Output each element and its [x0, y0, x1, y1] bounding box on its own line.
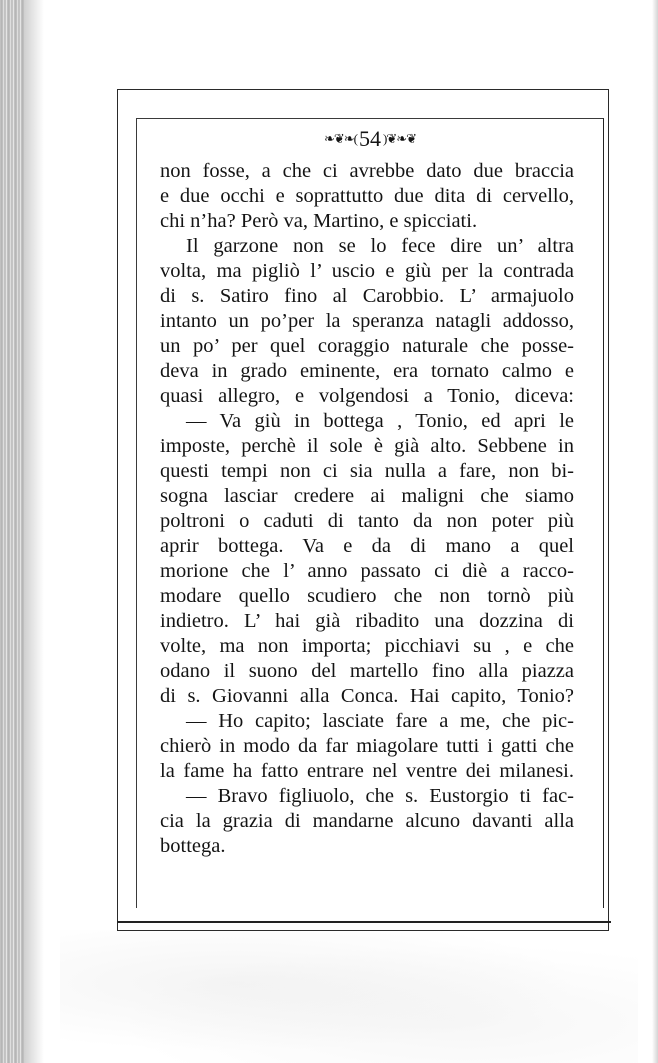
body-text [160, 159, 574, 859]
left-ornament: ❧❦❧( [323, 130, 357, 146]
text-line: Il garzone non se lo fece dire un’ altra [186, 235, 574, 257]
text-line: chi n’ha? Però va, Martino, e spicciati. [160, 210, 478, 232]
text-line: non fosse, a che ci avrebbe dato due braccia [160, 160, 574, 182]
text-line: chierò in modo da far miagolare tutti i gatti che [160, 735, 574, 757]
running-head [136, 126, 604, 154]
frame-bottom-rule [117, 921, 611, 923]
scan-gutter-shadow [24, 0, 44, 1063]
text-line: — Ho capito; lasciate fare a me, che pic- [186, 710, 574, 732]
text-line: di s. Satiro fino al Carobbio. L’ armajuolo [160, 285, 574, 307]
text-line: sogna lasciar credere ai maligni che siamo [160, 485, 574, 507]
scan-right-edge [652, 0, 658, 1063]
text-line: un po’ per quel coraggio naturale che posse- [160, 335, 574, 357]
text-line: volta, ma pigliò l’ uscio e giù per la contrada [160, 260, 574, 282]
text-line: la fame ha fatto entrare nel ventre dei milanesi. [160, 760, 574, 782]
text-line: — Va giù in bottega , Tonio, ed apri le [186, 410, 574, 432]
text-line: volte, ma non importa; picchiavi su , e che [160, 635, 574, 657]
text-line: intanto un po’per la speranza natagli addosso, [160, 310, 574, 332]
text-line: cia la grazia di mandarne alcuno davanti alla [160, 810, 574, 832]
right-ornament: )❦❧❦ [383, 130, 417, 146]
text-line: morione che l’ anno passato ci diè a racco- [160, 560, 574, 582]
text-line: di s. Giovanni alla Conca. Hai capito, Tonio? [160, 685, 574, 707]
text-line: poltroni o caduti di tanto da non poter più [160, 510, 574, 532]
text-line: odano il suono del martello fino alla piazza [160, 660, 574, 682]
page-number: 54 [359, 126, 381, 151]
text-line: deva in grado eminente, era tornato calmo e [160, 360, 574, 382]
paper-bleed-through [60, 930, 638, 1063]
text-line: questi tempi non ci sia nulla a fare, non bi- [160, 460, 574, 482]
text-line: quasi allegro, e volgendosi a Tonio, diceva: [160, 385, 574, 407]
text-line: — Bravo figliuolo, che s. Eustorgio ti fac- [186, 785, 574, 807]
text-line: aprir bottega. Va e da di mano a quel [160, 535, 574, 557]
text-line: indietro. L’ hai già ribadito una dozzina di [160, 610, 574, 632]
text-line: bottega. [160, 835, 226, 857]
text-line: e due occhi e soprattutto due dita di cervello, [160, 185, 574, 207]
text-line: imposte, perchè il sole è già alto. Sebbene in [160, 435, 574, 457]
text-line: modare quello scudiero che non tornò più [160, 585, 574, 607]
scan-binding-gutter [0, 0, 24, 1063]
